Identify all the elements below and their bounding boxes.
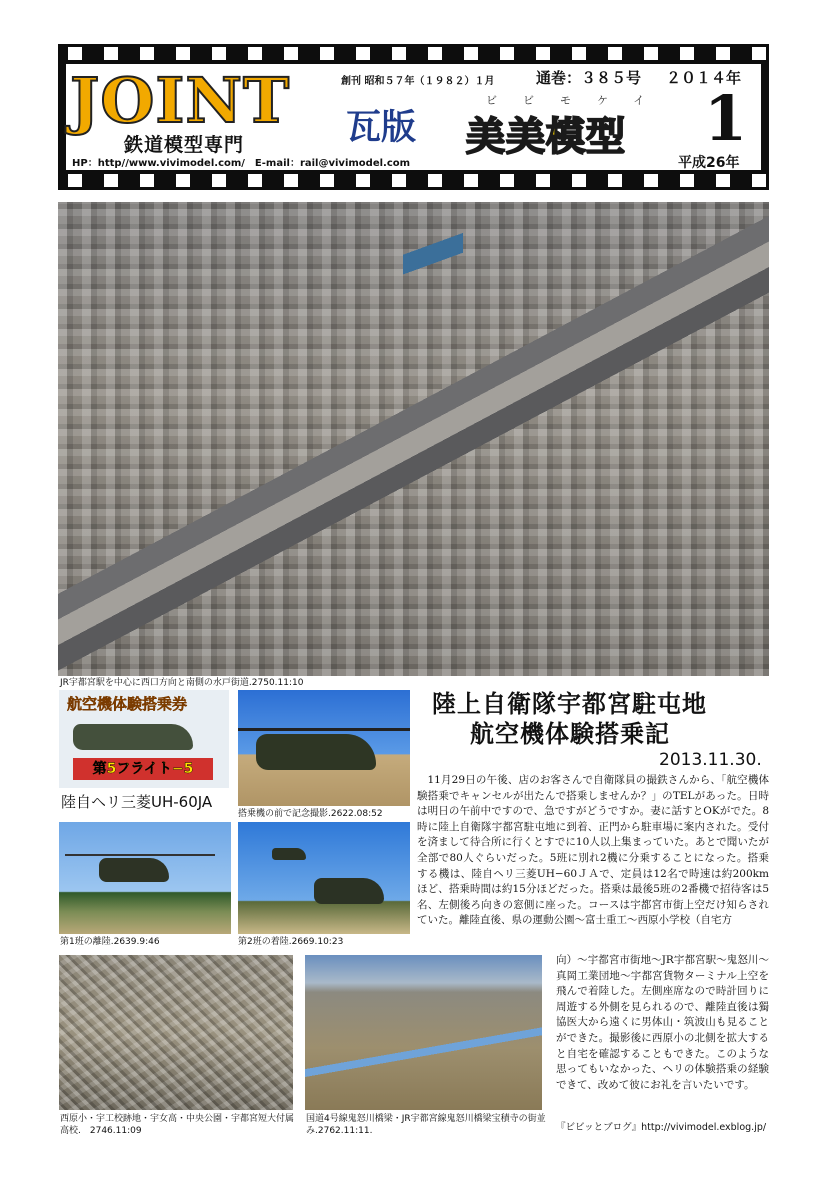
takeoff2-caption: 第2班の着陸.2669.10:23 [238,937,344,947]
article-headline-line1: 陸上自衛隊宇都宮駐屯地 [432,690,707,718]
film-sprockets-bottom [58,174,769,187]
article-body-bottom: 向）〜宇都宮市街地〜JR宇都宮駅〜鬼怒川〜真岡工業団地〜宇都宮貨物ターミナル上空を飛んで着陸した。左側座席なので時計回りに周遊する外側を見られるので、離陸直後は獨協医大から遠くに男体山・筑波山も見ることができた。撮影後に西原小の北側を拡大すると自宅を確認することもできた。このような思ってもいなかった、ヘリの体験搭乗の経験できて、改めて彼にお礼を言いたいです。 [556,954,769,1091]
boarding-ticket-image [59,690,229,788]
ticket-title: 航空機体験搭乗券 [67,695,188,713]
shop-name-ruby: ビビモケイ [486,94,671,107]
river-photo-caption: 国道4号線鬼怒川橋梁・JR宇都宮線鬼怒川橋梁宝積寺の街並み.2762.11:11. [306,1114,546,1136]
aerial-photo-kinugawa-bridge [305,955,542,1110]
era-year: 平成26年 [678,155,740,171]
issue-month: 1 [704,82,748,155]
helicopter-shape [256,734,376,770]
masthead-film-strip [58,44,769,190]
landing-photo-group2 [238,822,410,934]
article-date: 2013.11.30. [659,750,762,770]
helicopter-shape-distant [272,848,306,860]
takeoff-photo-group1 [59,822,231,934]
logo-subtitle: 鉄道模型専門 [124,134,245,156]
rotor-blade [238,728,410,731]
ticket-flight-label: 第5フライト−5 [73,758,213,780]
helicopter-model-caption: 陸自ヘリ三菱UH-60JA [61,793,213,811]
contact-line: HP：http//www.vivimodel.com/ E-mail：rail@vivimodel.com [72,158,411,169]
helicopter-shape [99,858,169,882]
founded-date: 創刊 昭和５７年（１９８２）１月 [341,76,495,87]
helicopter-ground-photo [238,690,410,806]
film-sprockets-top [58,47,769,60]
article-headline-line2: 航空機体験搭乗記 [470,720,670,748]
blog-link[interactable]: 『ビビッとブログ』http://vivimodel.exblog.jp/ [556,1122,767,1133]
logo-title: JOINT [70,64,291,137]
issue-number: 通巻：３８５号 [536,69,642,87]
main-photo-caption: JR宇都宮駅を中心に西口方向と南側の水戸街道.2750.11:10 [60,678,304,688]
aerial-photo-utsunomiya-station [58,202,769,676]
shop-name: 美美模型 [466,115,627,160]
takeoff1-caption: 第1班の離陸.2639.9:46 [60,937,160,947]
helicopter-shape [314,878,384,904]
rotor-blade [65,854,215,856]
town-photo-caption: 西原小・宇工校跡地・宇女高・中央公園・宇都宮短大付属高校. 2746.11:09 [60,1114,295,1136]
masthead-panel [66,64,761,170]
kawara-title: 瓦版 [346,107,417,148]
issue-year: ２０１４年 [666,69,742,87]
aerial-photo-nishihara [59,955,293,1110]
article-body-top: 11月29日の午後、店のお客さんで自衛隊員の撮鉄さんから、「航空機体験搭乗でキャンセルが出たんで搭乗しませんか？」のTELがあった。日時は明日の午前中ですので、急ですがどうですか。妻に話すとOKがでた。8時に陸上自衛隊宇都宮駐屯地に到着、正門から駐車場に案内された。受付を済まして待合所に行くとすでに10人以上集まっていた。あとで聞いたが全部で80人ぐらいだった。5班に別れ2機に分乗することになった。搭乗する機は、陸自ヘリ三菱UH−60ＪＡで、定員は12名で時速は約200kmほど、搭乗時間は約15分ほどだった。搭乗は最後5班の2番機で招待客は5名、左側後ろ向きの窓側に座った。コースは宇都宮市街上空だけ知らされていた。離陸直後、県の運動公園〜富士重工〜西原小学校（自宅方 [417,774,769,927]
ground-photo-caption: 搭乗機の前で記念撮影.2622.08:52 [238,809,383,819]
ticket-helicopter-image [73,724,193,750]
